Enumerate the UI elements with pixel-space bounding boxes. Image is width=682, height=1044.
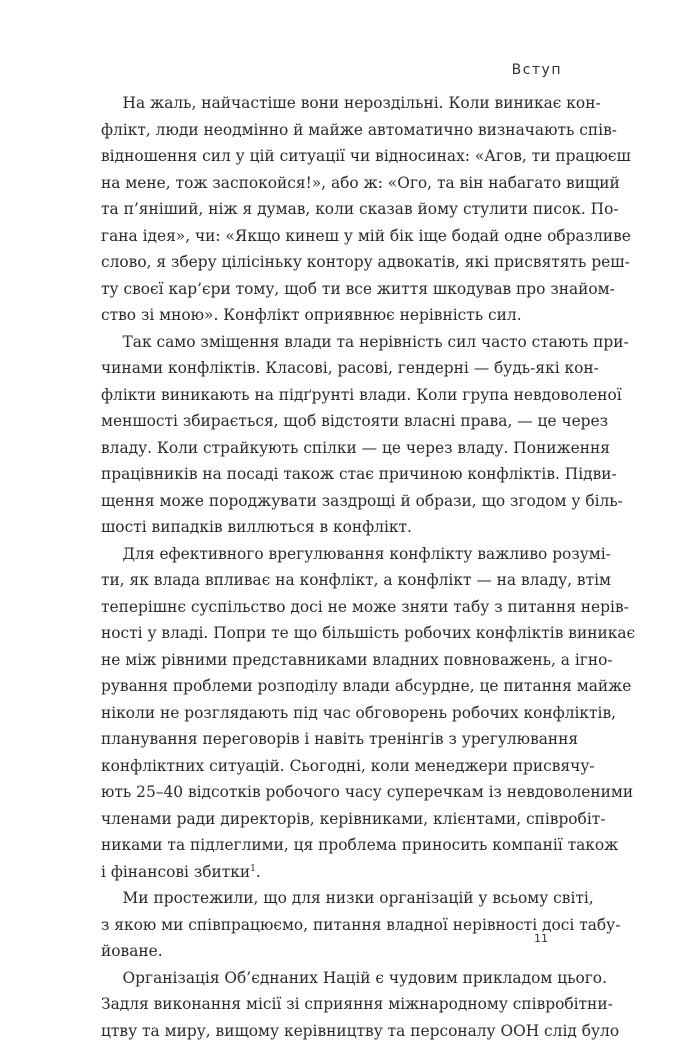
text-line: На жаль, найчастіше вони нероздільні. Коли виникає кон- <box>101 90 571 117</box>
text-line: рування проблеми розподілу влади абсурдне, це питання майже <box>101 673 571 700</box>
text-line: гана ідея», чи: «Якщо кинеш у мій бік іще бодай одне образливе <box>101 223 571 250</box>
text-line: слово, я зберу цілісіньку контору адвокатів, які присвятять реш- <box>101 249 571 276</box>
text-line: ніколи не розглядають під час обговорень робочих конфліктів, <box>101 700 571 727</box>
text-line: меншості збирається, щоб відстояти власні права, — це через <box>101 408 571 435</box>
text-line: флікти виникають на підґрунті влади. Коли група невдоволеної <box>101 382 571 409</box>
paragraph <box>101 965 571 1044</box>
text-line: никами та підлеглими, ця проблема приносить компанії також <box>101 832 571 859</box>
text-line: Для ефективного врегулювання конфлікту важливо розумі- <box>101 541 571 568</box>
text-line: конфліктних ситуацій. Сьогодні, коли менеджери присвячу- <box>101 753 571 780</box>
text-line: Організація Об’єднаних Націй є чудовим прикладом цього. <box>101 965 571 992</box>
end-punctuation: . <box>256 863 261 881</box>
paragraph <box>101 885 571 965</box>
footnote-marker: 1 <box>250 863 256 873</box>
text-line: працівників на посаді також стає причиною конфліктів. Підви- <box>101 461 571 488</box>
text-line: планування переговорів і навіть тренінгів з урегулювання <box>101 726 571 753</box>
text-line: чинами конфліктів. Класові, расові, гендерні — будь-які кон- <box>101 355 571 382</box>
text-line: відношення сил у цій ситуації чи відносинах: «Агов, ти працюєш <box>101 143 571 170</box>
text-line: не між рівними представниками владних повноважень, а ігно- <box>101 647 571 674</box>
text-line: щення може породжувати заздрощі й образи, що згодом у біль- <box>101 488 571 515</box>
text-line: Ми простежили, що для низки організацій у всьому світі, <box>101 885 571 912</box>
paragraph <box>101 541 571 886</box>
text-line: ство зі мною». Конфлікт оприявнює нерівність сил. <box>101 302 571 329</box>
text-line: йоване. <box>101 938 571 965</box>
text-line: цтву та миру, вищому керівництву та персоналу ООН слід було <box>101 1018 571 1044</box>
running-head: Вступ <box>512 62 562 78</box>
text-line: шості випадків виллються в конфлікт. <box>101 514 571 541</box>
body-text <box>101 90 571 1044</box>
text-line: членами ради директорів, керівниками, клієнтами, співробіт- <box>101 806 571 833</box>
text-line: ти, як влада впливає на конфлікт, а конфлікт — на владу, втім <box>101 567 571 594</box>
text-line: Так само зміщення влади та нерівність сил часто стають при- <box>101 329 571 356</box>
text-line: та п’яніший, ніж я думав, коли сказав йому стулити писок. По- <box>101 196 571 223</box>
text-line: на мене, тож заспокойся!», або ж: «Ого, та він набагато вищий <box>101 170 571 197</box>
paragraph <box>101 90 571 329</box>
text-line: Задля виконання місії зі сприяння міжнародному співробітни- <box>101 991 571 1018</box>
text-line: і фінансові збитки$^1$. <box>101 859 571 886</box>
page-number: 11 <box>534 932 548 945</box>
text-line: теперішнє суспільство досі не може зняти табу з питання нерів- <box>101 594 571 621</box>
text-line: ності у владі. Попри те що більшість робочих конфліктів виникає <box>101 620 571 647</box>
text-line: з якою ми співпрацюємо, питання владної нерівності досі табу- <box>101 912 571 939</box>
text-line: флікт, люди неодмінно й майже автоматично визначають спів- <box>101 117 571 144</box>
text-line: владу. Коли страйкують спілки — це через владу. Пониження <box>101 435 571 462</box>
text-line: ту своєї кар’єри тому, щоб ти все життя шкодував про знайом- <box>101 276 571 303</box>
paragraph <box>101 329 571 541</box>
text-line: ють 25–40 відсотків робочого часу суперечкам із невдоволеними <box>101 779 571 806</box>
